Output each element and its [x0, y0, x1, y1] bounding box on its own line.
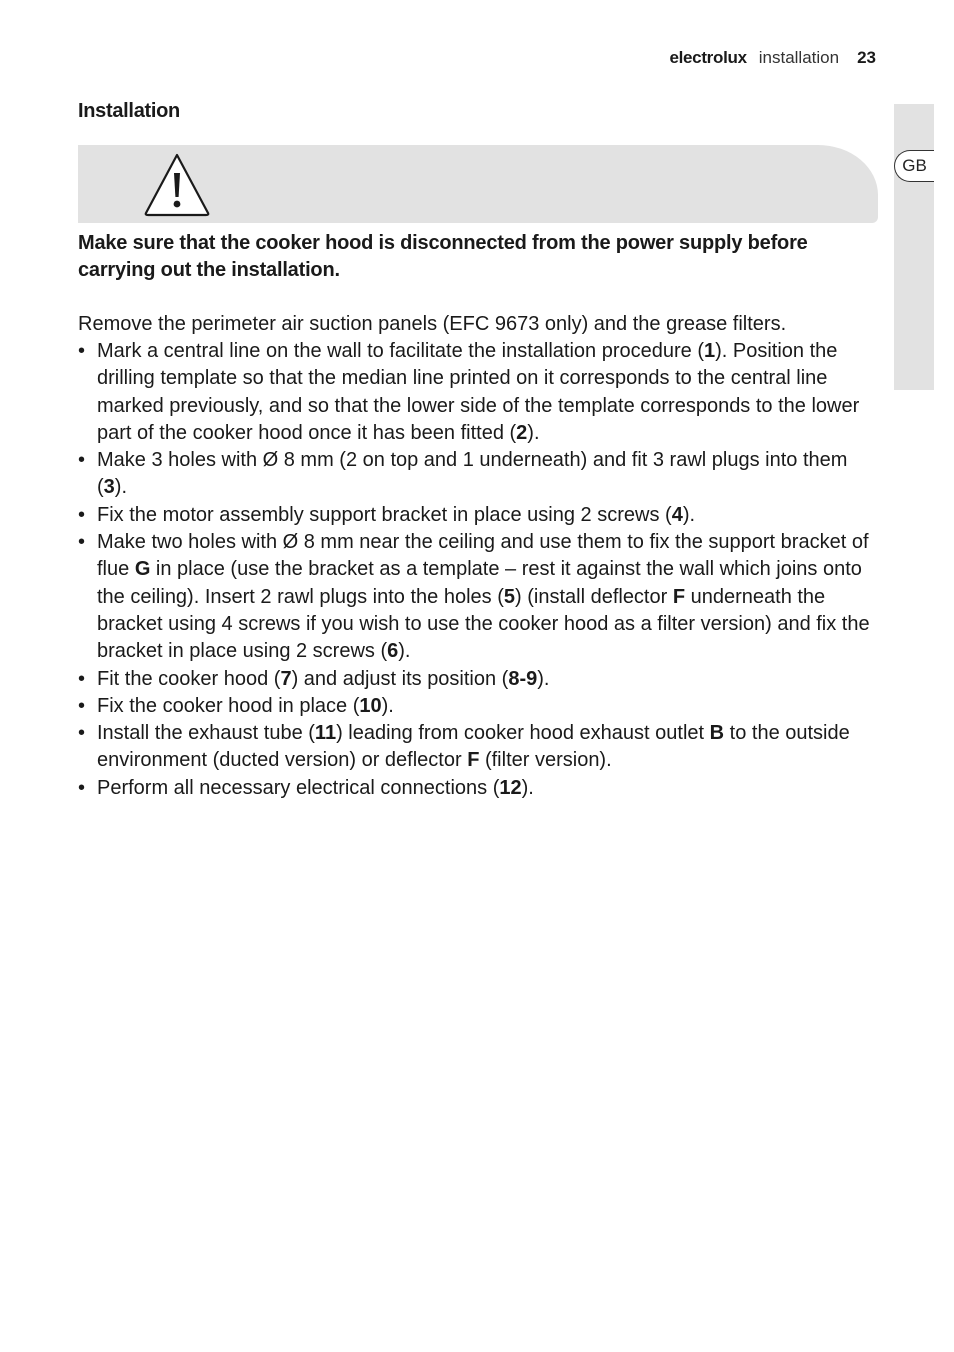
step-text: Fix the motor assembly support bracket in place using 2 screws ( — [97, 503, 672, 526]
figure-reference: 7 — [280, 667, 292, 690]
section-title: Installation — [78, 100, 180, 122]
bullet-marker: • — [78, 449, 86, 472]
step-text: (filter version). — [479, 749, 612, 772]
figure-reference: 2 — [516, 421, 528, 444]
list-item — [78, 447, 878, 502]
step-text: to the outside environment (ducted version) or deflector — [97, 722, 850, 772]
side-language-tab — [894, 104, 934, 390]
step-text: ). — [398, 640, 411, 663]
step-text: Fit the cooker hood ( — [97, 667, 281, 690]
step-text: ). — [682, 503, 696, 526]
bullet-marker: • — [78, 340, 86, 362]
figure-reference: 11 — [314, 722, 337, 745]
figure-reference: 6 — [387, 640, 399, 663]
step-text: in place (use the bracket as a template – rest it against the wall which joins onto the ceiling). Insert 2 rawl plugs into the holes ( — [97, 558, 862, 608]
warning-triangle-icon — [142, 151, 212, 217]
bullet-marker: • — [78, 722, 86, 745]
step-text: Make 3 holes with Ø 8 mm (2 on top and 1 underneath) and fit 3 rawl plugs into them ( — [97, 449, 848, 499]
bullet-marker: • — [78, 667, 86, 690]
list-item — [78, 775, 878, 802]
intro-paragraph: Remove the perimeter air suction panels (EFC 9673 only) and the grease filters. — [78, 313, 787, 335]
step-text: Mark a central line on the wall to facilitate the installation procedure ( — [97, 340, 704, 362]
page-number: 23 — [857, 48, 876, 67]
installation-steps-list — [78, 338, 878, 802]
step-text: ). — [114, 476, 128, 499]
step-text: ) (install deflector — [515, 585, 673, 608]
step-text: ) and adjust its position ( — [291, 667, 509, 690]
step-text: ). — [521, 776, 534, 799]
figure-reference: F — [672, 585, 686, 608]
figure-reference: F — [467, 749, 480, 772]
step-text: underneath the bracket using 4 screws if you wish to use the cooker hood as a filter version) and fix the bracket in place using 2 screws ( — [97, 585, 870, 663]
figure-reference: 8-9 — [508, 667, 538, 690]
page-header — [669, 48, 876, 68]
bullet-marker: • — [78, 503, 86, 526]
list-item — [78, 502, 878, 529]
step-text: ). — [381, 694, 394, 717]
step-text: ). Position the drilling template so that the median line printed on it corresponds to the central line marked previously, and so that the lower side of the template corresponds to the lower part of the cooker hood once it has been fitted ( — [97, 340, 860, 444]
figure-reference: 1 — [703, 340, 716, 362]
section-name: installation — [758, 48, 840, 67]
list-item — [78, 529, 878, 665]
figure-reference: B — [709, 722, 725, 745]
step-text: ). — [537, 667, 550, 690]
bullet-marker: • — [78, 776, 86, 799]
figure-reference: 4 — [671, 503, 683, 526]
step-text: Make two holes with Ø 8 mm near the ceiling and use them to fix the support bracket of flue — [97, 531, 869, 581]
brand-name: electrolux — [669, 48, 747, 67]
warning-banner — [78, 145, 878, 223]
language-label: GB — [894, 150, 934, 182]
step-text: Install the exhaust tube ( — [97, 722, 315, 745]
list-item — [78, 666, 878, 693]
step-text: Perform all necessary electrical connections ( — [97, 776, 500, 799]
figure-reference: 3 — [103, 476, 115, 499]
step-text: ). — [527, 421, 540, 444]
warning-text: Make sure that the cooker hood is disconnected from the power supply before carrying out the installation. — [78, 232, 808, 281]
list-item — [78, 720, 878, 775]
step-text: Fix the cooker hood in place ( — [97, 694, 360, 717]
figure-reference: 5 — [503, 585, 515, 608]
list-item — [78, 338, 878, 447]
bullet-marker: • — [78, 694, 86, 717]
step-text: ) leading from cooker hood exhaust outlet — [336, 722, 710, 745]
figure-reference: 10 — [359, 694, 382, 717]
figure-reference: 12 — [499, 776, 522, 799]
list-item — [78, 693, 878, 720]
bullet-marker: • — [78, 531, 86, 554]
figure-reference: G — [134, 558, 151, 581]
